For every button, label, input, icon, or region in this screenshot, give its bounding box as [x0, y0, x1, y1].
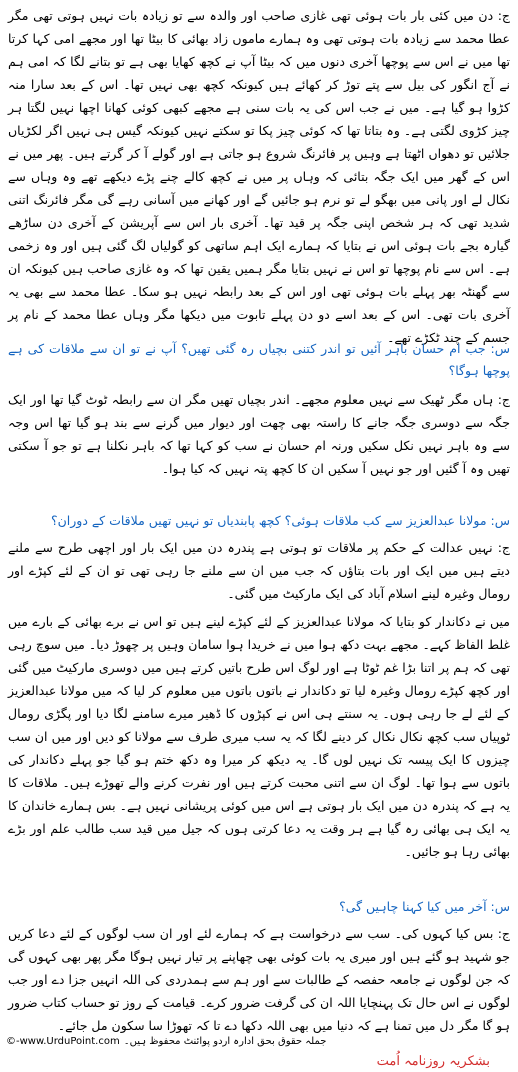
footer: [6, 1036, 326, 1047]
answer-paragraph-1: ج: دن میں کئی بار بات ہوئی تھی غازی صاحب اور والدہ سے تو زیادہ بات نہیں ہوتی تھی مگر عطا محمد سے زیادہ بات ہوتی تھی وہ ہمارے ماموں زاد بھائی کا بیٹا تھا اور مجھے امی کہا کرتا تھا میں نے اس سے پوچھا آخری دنوں میں کہ بیٹا آپ نے کچھ کھایا بھی ہے تو بتانے لگا کہ امی ہم نے آج انگور کی بیل سے پتے توڑ کر کھائے ہیں کیونکہ کچھ بھی نہیں تھا۔ اس کے بعد سارا منہ کڑوا ہو گیا ہے۔ میں نے جب اس کی یہ بات سنی ہے مجھے کبھی کوئی کھانا اچھا نہیں لگتا ہر چیز کڑوی لگتی ہے۔ وہ بتاتا تھا کہ کوئی چیز پکا تو سکتے نہیں کیونکہ گیس ہی نہیں اگر لکڑیاں جلائیں تو دھواں اٹھتا ہے وہیں پر فائرنگ شروع ہو جاتی ہے اور گولے آ کر گرتے ہیں۔ پھر میں نے اس کے گھر میں ایک جگہ بتائی کہ وہاں پر میں نے کچھ کالے چنے پڑے دیکھے تھے وہ وہاں سے نکال لے اور پانی میں بھگو لے تو نرم ہو جائیں گے اور کھانے میں آسانی رہے گی مگر فائرنگ اتنی شدید تھی کہ ہر شخص اپنی جگہ پر قید تھا۔ آخری بار اس سے آپریشن کے آخری دن ساڑھے گیارہ بجے بات ہوئی اس نے بتایا کہ ہمارے ایک اہم ساتھی کو گولیاں لگ گئی ہیں اور وہ زخمی ہے۔ اس سے نام پوچھا تو اس نے نہیں بتایا مگر ہمیں یقین تھا کہ وہ غازی صاحب ہیں کیونکہ ان سے گھنٹہ بھر پہلے بات ہوئی تھی اور اس کے بعد رابطہ نہیں ہو سکا۔ عطا محمد سے بھی یہ آخری بات تھی۔ اس کے بعد اسے دو دن پہلے تابوت میں دیکھا مگر وہاں عطا محمد کے نام پر جسم کے چند ٹکڑے تھے۔: [8, 8, 510, 345]
answer-paragraph-2: ج: ہاں مگر ٹھیک سے نہیں معلوم مجھے۔ اندر بچیاں تھیں مگر ان سے رابطہ ٹوٹ گیا تھا اور ایک جگہ سے دوسری جگہ جانے کا راستہ بھی چھت اور دیوار میں گرنے سے بند ہو گیا تھا اس وجہ سے وہ باہر نہیں نکل سکیں ورنہ ام حسان نے سب کو کہا تھا کہ باہر نکلنا ہے تو جو آ سکتی تھیں وہ آ گئیں اور جو نہیں آ سکیں ان کا کچھ پتہ نہیں کہ کیا ہوا۔: [8, 392, 510, 476]
footer-rights: جملہ حقوق بحق ادارہ اردو پوائنٹ محفوظ ہیں۔: [123, 1036, 327, 1047]
question-2: س: جب ام حسان باہر آئیں تو اندر کتنی بچیاں رہ گئی تھیں؟ آپ نے تو ان سے ملاقات کی ہے پوچھا ہوگا؟: [8, 341, 510, 378]
answer-paragraph-5: ج: بس کیا کہوں کی۔ سب سے درخواست ہے کہ ہمارے لئے اور ان سب لوگوں کے لئے دعا کریں جو شہید ہو گئے ہیں اور میری یہ بات کوئی بھی چھاپنے پر تیار نہیں ہوگا مگر پھر بھی کہوں گی کہ جن لوگوں نے جامعہ حفصہ کے طالبات سے اور ہم سے ہمدردی کی اللہ انہیں جزا دے اور جب لوگوں نے اس حال تک پہنچایا اللہ ان کی گرفت ضرور کرے۔ قیامت کے روز تو حساب کتاب ضرور ہو گا مگر دل میں تمنا ہے کہ دنیا میں بھی اللہ دکھا دے تا کہ تھوڑا سا سکون مل جائے۔: [8, 926, 510, 1033]
footer-url[interactable]: ©-www.UrduPoint.com: [6, 1036, 120, 1047]
answer-paragraph-4: میں نے دکاندار کو بتایا کہ مولانا عبدالعزیز کے لئے کپڑے لینے ہیں تو اس نے برے بھائی کے بارے میں غلط الفاظ کہے۔ مجھے بہت دکھ ہوا میں نے خریدا ہوا سامان وہیں پر چھوڑ دیا۔ میں سوچ رہی تھی کہ ہم پر اتنا بڑا غم ٹوٹا ہے اور لوگ اس طرح باتیں کرتے ہیں میں دوسری مارکیٹ میں گئی اور کچھ کپڑے رومال وغیرہ لیا تو دکاندار نے باتوں باتوں میں معلوم کر لیا کہ میں مولانا عبدالعزیز کے لئے لے جا رہی ہوں۔ یہ سنتے ہی اس نے کپڑوں کا ڈھیر میرے سامنے لگا دیا اور پگڑی رومال ٹوپیاں سب کچھ نکال نکال کر دینے لگا کہ یہ سب میری طرف سے مولانا کو دیں اور میں ان سب چیزوں کا ایک پیسہ تک نہیں لوں گا۔ یہ دیکھ کر میرا وہ دکھ ختم ہو گیا جو پہلے دکاندار کی باتوں سے ہوا تھا۔ لوگ ان سے اتنی محبت کرتے ہیں اور نفرت کرنے والے تھوڑے ہیں۔ ملاقات کا یہ ہے کہ پندرہ دن میں ایک بار ہوتی ہے اس میں کوئی پریشانی نہیں ہے۔ بس ہمارے خاندان کا یہ ایک ہی بھائی رہ گیا ہے ہر وقت یہ دعا کرتی ہوں کہ جیل میں قید سب طالب علم اور بڑے بھائی رہا ہو جائیں۔: [8, 614, 510, 859]
question-3: س: مولانا عبدالعزیز سے کب ملاقات ہوئی؟ کچھ پابندیاں تو نہیں تھیں ملاقات کے دوران؟: [50, 513, 510, 528]
question-5: س: آخر میں کیا کہنا چاہیں گی؟: [339, 899, 510, 914]
answer-paragraph-3: ج: نہیں عدالت کے حکم پر ملاقات تو ہوتی ہے پندرہ دن میں ایک بار اور اچھی طرح سے ملنے دیتے ہیں میں ایک اور بات بتاؤں کہ جب میں ان سے ملنے جا رہی تھی تو ان کے لئے کپڑے اور رومال وغیرہ لینے اسلام آباد کی ایک مارکیٹ میں گئی۔: [8, 540, 510, 601]
source-credit: بشکریہ روزنامہ اُمت: [376, 1054, 490, 1069]
